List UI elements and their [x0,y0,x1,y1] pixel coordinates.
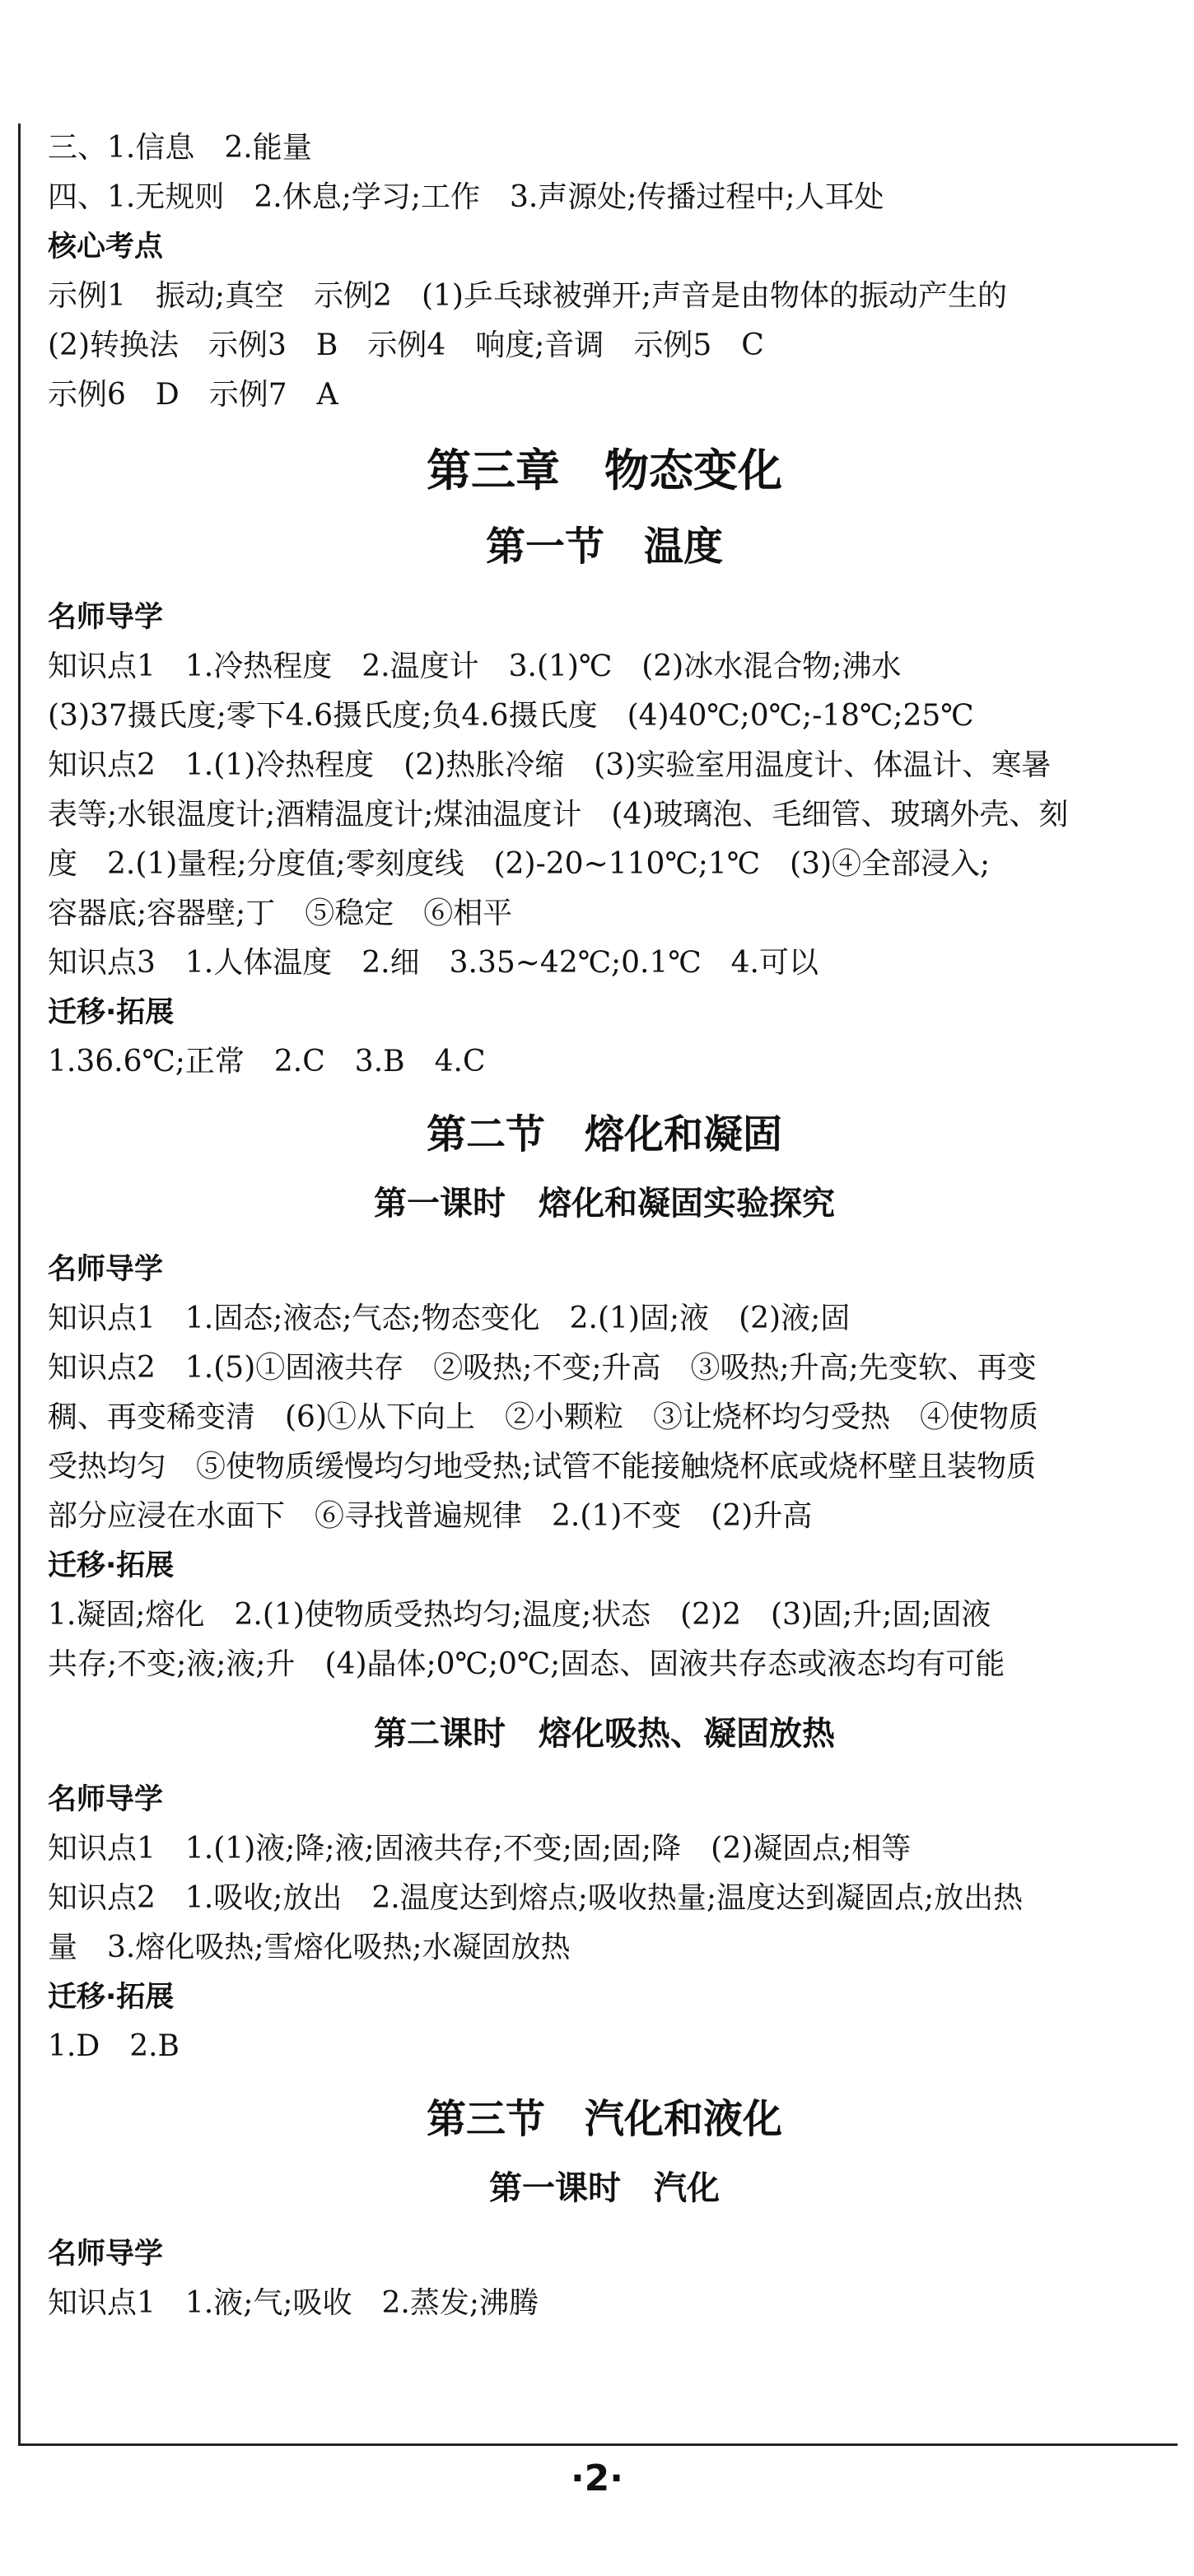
section-title: 第三节 汽化和液化 [426,2096,782,2142]
text-line: 度 2.(1)量程;分度值;零刻度线 (2)-20~110℃;1℃ (3)④全部浸入; [48,847,991,881]
text-line: 稠、再变稀变清 (6)①从下向上 ②小颗粒 ③让烧杯均匀受热 ④使物质 [48,1400,1038,1434]
text-line: 知识点1 1.液;气;吸收 2.蒸发;沸腾 [48,2286,539,2320]
text-line: 受热均匀 ⑤使物质缓慢均匀地受热;试管不能接触烧杯底或烧杯壁且装物质 [48,1450,1037,1484]
section-title: 第二节 熔化和凝固 [426,1111,782,1158]
text-line: 知识点1 1.(1)液;降;液;固液共存;不变;固;固;降 (2)凝固点;相等 [48,1832,912,1866]
text-line: (3)37摄氏度;零下4.6摄氏度;负4.6摄氏度 (4)40℃;0℃;-18℃;25℃ [48,699,974,733]
text-line: 1.D 2.B [48,2029,180,2063]
core-heading: 核心考点 [48,231,164,263]
text-line: 1.36.6℃;正常 2.C 3.B 4.C [48,1045,486,1078]
extension-heading: 迁移·拓展 [48,1549,175,1582]
bottom-margin-rule [18,2443,1178,2446]
guide-heading: 名师导学 [48,601,164,634]
section-title: 第一节 温度 [485,524,723,570]
lesson-title: 第一课时 汽化 [489,2169,720,2207]
text-line: 知识点2 1.吸收;放出 2.温度达到熔点;吸收热量;温度达到凝固点;放出热 [48,1881,1024,1915]
text-line: 知识点1 1.固态;液态;气态;物态变化 2.(1)固;液 (2)液;固 [48,1302,851,1335]
text-line: 部分应浸在水面下 ⑥寻找普遍规律 2.(1)不变 (2)升高 [48,1499,813,1533]
text-line: 共存;不变;液;液;升 (4)晶体;0℃;0℃;固态、固液共存态或液态均有可能 [48,1647,1005,1681]
extension-heading: 迁移·拓展 [48,996,175,1029]
text-line: 表等;水银温度计;酒精温度计;煤油温度计 (4)玻璃泡、毛细管、玻璃外壳、刻 [48,798,1069,831]
guide-heading: 名师导学 [48,1253,164,1286]
text-line: (2)转换法 示例3 B 示例4 响度;音调 示例5 C [48,328,764,362]
lesson-title: 第一课时 熔化和凝固实验探究 [374,1185,835,1223]
text-line: 三、1.信息 2.能量 [48,131,312,165]
chapter-title: 第三章 物态变化 [427,445,782,496]
left-margin-rule [18,123,21,2445]
text-line: 1.凝固;熔化 2.(1)使物质受热均匀;温度;状态 (2)2 (3)固;升;固;固液 [48,1598,991,1632]
text-line: 知识点1 1.冷热程度 2.温度计 3.(1)℃ (2)冰水混合物;沸水 [48,650,902,683]
extension-heading: 迁移·拓展 [48,1981,175,2014]
answer-page [48,123,1161,2328]
text-line: 容器底;容器壁;丁 ⑤稳定 ⑥相平 [48,897,513,930]
text-line: 量 3.熔化吸热;雪熔化吸热;水凝固放热 [48,1931,571,1964]
lesson-title: 第二课时 熔化吸热、凝固放热 [374,1715,835,1753]
text-line: 知识点3 1.人体温度 2.细 3.35~42℃;0.1℃ 4.可以 [48,946,819,980]
text-line: 示例1 振动;真空 示例2 (1)乒乓球被弹开;声音是由物体的振动产生的 [48,279,1008,313]
page-number: ·2· [570,2457,624,2499]
text-line: 示例6 D 示例7 A [48,378,338,412]
guide-heading: 名师导学 [48,2238,164,2271]
text-line: 知识点2 1.(5)①固液共存 ②吸热;不变;升高 ③吸热;升高;先变软、再变 [48,1351,1037,1385]
guide-heading: 名师导学 [48,1783,164,1816]
text-line: 知识点2 1.(1)冷热程度 (2)热胀冷缩 (3)实验室用温度计、体温计、寒暑 [48,748,1052,782]
text-line: 四、1.无规则 2.休息;学习;工作 3.声源处;传播过程中;人耳处 [48,180,884,214]
